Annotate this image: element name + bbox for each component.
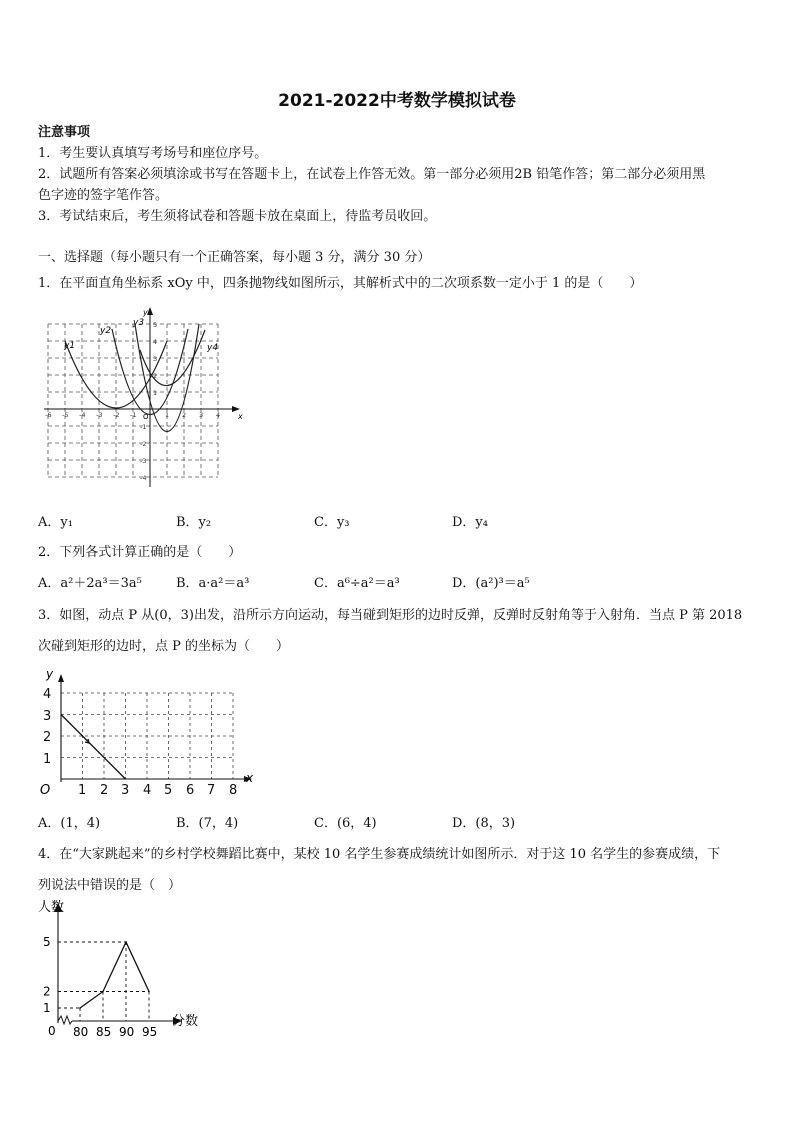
x-axis-label: x xyxy=(246,771,254,785)
y-axis-arrow xyxy=(147,307,153,315)
series-polyline xyxy=(80,942,149,1008)
y-tick-labels xyxy=(43,935,51,1015)
q3-option-a: A．(1，4) xyxy=(38,816,101,831)
origin-label: O xyxy=(40,783,51,798)
x-tick: -5 xyxy=(62,411,69,419)
y-tick: 5 xyxy=(43,935,51,949)
q1-option-b: B．y₂ xyxy=(176,515,212,530)
y-tick: 2 xyxy=(153,372,158,380)
label-y1: y1 xyxy=(64,341,76,351)
x-tick: 3 xyxy=(121,783,130,798)
notice-heading: 注意事项 xyxy=(38,125,91,140)
label-y3: y3 xyxy=(133,318,145,328)
q1-option-a: A．y₁ xyxy=(38,515,73,530)
question-4-stem-line1: 4．在“大家跳起来”的乡村学校舞蹈比赛中，某校 10 名学生参赛成绩统计如图所示．对于这 10 名学生的参赛成绩，下 xyxy=(38,847,721,862)
y-axis-arrow xyxy=(58,674,64,682)
x-tick: -3 xyxy=(96,411,103,419)
y-tick: 1 xyxy=(153,389,158,397)
q3-option-c: C．(6，4) xyxy=(314,816,377,831)
y-tick: 3 xyxy=(153,355,158,363)
score-line-chart xyxy=(30,895,220,1045)
y-axis-title: 人数 xyxy=(38,900,65,915)
y-tick-labels xyxy=(140,321,157,482)
x-tick: -6 xyxy=(45,411,52,419)
section-heading: 一、选择题（每小题只有一个正确答案，每小题 3 分，满分 30 分） xyxy=(38,250,431,265)
y-tick: 3 xyxy=(43,709,52,724)
notice-item: 3．考试结束后，考生须将试卷和答题卡放在桌面上，待监考员收回。 xyxy=(38,209,437,224)
y-tick: -1 xyxy=(140,423,147,431)
question-3-stem-line2: 次碰到矩形的边时，点 P 的坐标为（ ） xyxy=(38,639,290,654)
y-tick: -2 xyxy=(140,440,147,448)
x-axis-label: x xyxy=(238,412,243,421)
notice-item: 2．试题所有答案必须填涂或书写在答题卡上，在试卷上作答无效。第一部分必须用2B 铅笔作答；第二部分必须用黑 xyxy=(38,167,706,182)
q1-option-c: C．y₃ xyxy=(314,515,350,530)
x-tick: 95 xyxy=(142,1025,158,1039)
y-tick: -3 xyxy=(140,457,147,465)
notice-item: 色字迹的签字笔作答。 xyxy=(38,188,169,203)
origin-label: O xyxy=(143,413,149,421)
parabola-graph xyxy=(40,305,245,490)
y-tick: 1 xyxy=(43,752,52,767)
question-3-stem-line1: 3．如图，动点 P 从(0，3)出发，沿所示方向运动，每当碰到矩形的边时反弹，反弹时反射角等于入射角．当点 P 第 2018 xyxy=(38,608,743,623)
data-point xyxy=(79,1007,81,1009)
guide-lines xyxy=(58,942,149,1021)
question-4-stem-line2: 列说法中错误的是（ ） xyxy=(38,878,182,893)
exam-title: 2021-2022中考数学模拟试卷 xyxy=(278,91,516,111)
rectangle-bounce-graph xyxy=(36,664,260,800)
q3-option-b: B．(7，4) xyxy=(176,816,239,831)
x-tick: 7 xyxy=(207,783,216,798)
y-tick: 2 xyxy=(43,730,52,745)
q2-option-d: D．(a²)³＝a⁵ xyxy=(452,576,530,591)
x-tick: 2 xyxy=(182,411,187,419)
x-tick: 1 xyxy=(78,783,87,798)
x-axis-title: 分数 xyxy=(172,1014,199,1029)
data-point xyxy=(148,991,150,993)
y-axis-label: y xyxy=(143,308,148,317)
label-y4: y4 xyxy=(207,343,219,353)
axis-break-icon xyxy=(58,1016,72,1024)
y-tick: 5 xyxy=(153,321,158,329)
y-tick: 1 xyxy=(43,1001,51,1015)
q2-option-a: A．a²＋2a³＝3a⁵ xyxy=(38,576,142,591)
x-tick: -2 xyxy=(113,411,120,419)
y-tick: 4 xyxy=(43,687,52,702)
x-tick: 5 xyxy=(164,783,173,798)
x-tick: 85 xyxy=(96,1025,112,1039)
x-tick-labels xyxy=(78,783,237,798)
label-y2: y2 xyxy=(100,326,112,336)
data-point xyxy=(102,991,104,993)
x-tick: 8 xyxy=(229,783,238,798)
x-tick: 4 xyxy=(216,411,221,419)
x-tick: 90 xyxy=(119,1025,135,1039)
question-2-stem: 2．下列各式计算正确的是（ ） xyxy=(38,545,242,560)
q2-option-c: C．a⁶÷a²＝a³ xyxy=(314,576,400,591)
x-tick: 80 xyxy=(73,1025,89,1039)
x-tick-labels xyxy=(73,1025,157,1039)
path-line xyxy=(61,715,126,780)
x-tick-labels xyxy=(45,411,220,419)
y-tick: -4 xyxy=(140,474,147,482)
x-tick: -4 xyxy=(79,411,86,419)
data-point xyxy=(125,941,127,943)
x-tick: 4 xyxy=(143,783,152,798)
q3-option-d: D．(8，3) xyxy=(452,816,516,831)
x-tick: -1 xyxy=(130,411,137,419)
y-tick-labels xyxy=(43,687,51,767)
y-tick: 4 xyxy=(153,338,158,346)
grid xyxy=(61,693,233,779)
question-1-stem: 1．在平面直角坐标系 xOy 中，四条抛物线如图所示，其解析式中的二次项系数一定小于 1 的是（ ） xyxy=(38,276,643,291)
y-tick: 2 xyxy=(43,984,51,999)
q1-option-d: D．y₄ xyxy=(452,515,488,530)
notice-item: 1．考生要认真填写考场号和座位序号。 xyxy=(38,146,268,161)
series-line xyxy=(79,941,150,1009)
x-tick: 3 xyxy=(199,411,204,419)
origin-label: 0 xyxy=(48,1024,56,1038)
x-tick: 1 xyxy=(165,411,170,419)
y-axis-label: y xyxy=(46,667,54,681)
x-tick: 2 xyxy=(100,783,109,798)
q2-option-b: B．a·a²＝a³ xyxy=(176,576,250,591)
x-tick: 6 xyxy=(186,783,195,798)
